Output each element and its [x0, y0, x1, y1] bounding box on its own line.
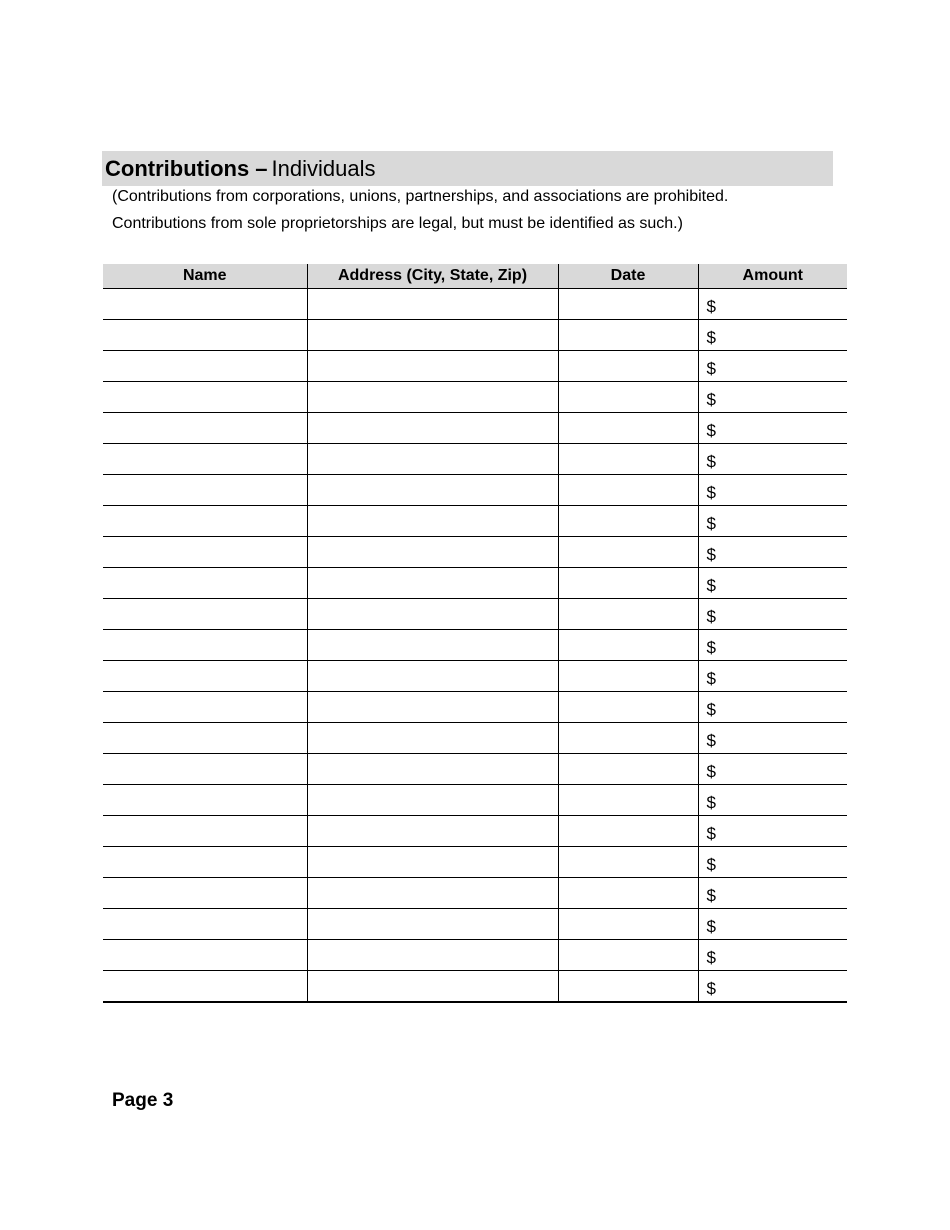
date-cell[interactable] [558, 413, 698, 444]
currency-symbol: $ [706, 390, 716, 409]
amount-value [716, 465, 720, 467]
amount-cell[interactable] [698, 413, 847, 444]
date-cell[interactable] [558, 816, 698, 847]
amount-cell[interactable] [698, 289, 847, 320]
amount-value [716, 620, 720, 622]
amount-cell[interactable] [698, 754, 847, 785]
address-cell[interactable] [307, 537, 558, 568]
date-cell[interactable] [558, 940, 698, 971]
address-cell[interactable] [307, 475, 558, 506]
name-cell[interactable] [103, 878, 307, 909]
name-cell[interactable] [103, 320, 307, 351]
table-row [103, 940, 847, 971]
address-cell[interactable] [307, 661, 558, 692]
name-cell[interactable] [103, 630, 307, 661]
table-row [103, 599, 847, 630]
date-cell[interactable] [558, 537, 698, 568]
date-cell[interactable] [558, 320, 698, 351]
date-cell[interactable] [558, 692, 698, 723]
table-row [103, 661, 847, 692]
table-row [103, 506, 847, 537]
table-row [103, 537, 847, 568]
name-cell[interactable] [103, 785, 307, 816]
name-cell[interactable] [103, 754, 307, 785]
date-cell[interactable] [558, 506, 698, 537]
date-cell[interactable] [558, 475, 698, 506]
date-cell[interactable] [558, 971, 698, 1003]
contributions-table [103, 264, 847, 1003]
table-row [103, 692, 847, 723]
amount-cell[interactable] [698, 878, 847, 909]
currency-symbol: $ [706, 824, 716, 843]
address-cell[interactable] [307, 940, 558, 971]
column-header-date: Date [558, 264, 698, 289]
amount-cell[interactable] [698, 351, 847, 382]
prohibition-note-line-2: Contributions from sole proprietorships are legal, but must be identified as such.) [112, 215, 683, 232]
date-cell[interactable] [558, 382, 698, 413]
table-row [103, 382, 847, 413]
table-row [103, 475, 847, 506]
amount-value [716, 403, 720, 405]
amount-value [716, 682, 720, 684]
amount-cell[interactable] [698, 382, 847, 413]
date-cell[interactable] [558, 847, 698, 878]
currency-symbol: $ [706, 638, 716, 657]
currency-symbol: $ [706, 948, 716, 967]
amount-value [716, 310, 720, 312]
date-cell[interactable] [558, 599, 698, 630]
table-row [103, 816, 847, 847]
amount-cell[interactable] [698, 723, 847, 754]
address-cell[interactable] [307, 754, 558, 785]
column-header-name: Name [103, 264, 307, 289]
table-row [103, 723, 847, 754]
currency-symbol: $ [706, 359, 716, 378]
table-row [103, 754, 847, 785]
amount-cell[interactable] [698, 630, 847, 661]
name-cell[interactable] [103, 413, 307, 444]
address-cell[interactable] [307, 909, 558, 940]
amount-cell[interactable] [698, 940, 847, 971]
section-title-rest: Individuals [271, 155, 376, 181]
amount-value [716, 837, 720, 839]
name-cell[interactable] [103, 568, 307, 599]
name-cell[interactable] [103, 382, 307, 413]
name-cell[interactable] [103, 537, 307, 568]
amount-cell[interactable] [698, 506, 847, 537]
date-cell[interactable] [558, 444, 698, 475]
address-cell[interactable] [307, 785, 558, 816]
amount-cell[interactable] [698, 692, 847, 723]
date-cell[interactable] [558, 289, 698, 320]
currency-symbol: $ [706, 297, 716, 316]
currency-symbol: $ [706, 762, 716, 781]
table-row [103, 568, 847, 599]
address-cell[interactable] [307, 971, 558, 1003]
address-cell[interactable] [307, 568, 558, 599]
amount-value [716, 868, 720, 870]
table-row [103, 413, 847, 444]
amount-cell[interactable] [698, 909, 847, 940]
amount-value [716, 713, 720, 715]
currency-symbol: $ [706, 700, 716, 719]
name-cell[interactable] [103, 909, 307, 940]
name-cell[interactable] [103, 847, 307, 878]
name-cell[interactable] [103, 506, 307, 537]
table-row [103, 909, 847, 940]
currency-symbol: $ [706, 855, 716, 874]
amount-cell[interactable] [698, 661, 847, 692]
column-header-address: Address (City, State, Zip) [307, 264, 558, 289]
section-header [102, 151, 833, 186]
date-cell[interactable] [558, 909, 698, 940]
amount-cell[interactable] [698, 847, 847, 878]
address-cell[interactable] [307, 351, 558, 382]
amount-value [716, 341, 720, 343]
address-cell[interactable] [307, 630, 558, 661]
date-cell[interactable] [558, 754, 698, 785]
amount-cell[interactable] [698, 320, 847, 351]
currency-symbol: $ [706, 421, 716, 440]
currency-symbol: $ [706, 917, 716, 936]
name-cell[interactable] [103, 475, 307, 506]
section-title-bold: Contributions – [105, 155, 268, 181]
amount-cell[interactable] [698, 785, 847, 816]
column-header-amount: Amount [698, 264, 847, 289]
name-cell[interactable] [103, 444, 307, 475]
table-row [103, 351, 847, 382]
date-cell[interactable] [558, 723, 698, 754]
address-cell[interactable] [307, 506, 558, 537]
amount-cell[interactable] [698, 475, 847, 506]
table-row [103, 444, 847, 475]
table-row [103, 785, 847, 816]
amount-value [716, 930, 720, 932]
name-cell[interactable] [103, 816, 307, 847]
currency-symbol: $ [706, 483, 716, 502]
address-cell[interactable] [307, 847, 558, 878]
amount-cell[interactable] [698, 816, 847, 847]
currency-symbol: $ [706, 576, 716, 595]
address-cell[interactable] [307, 816, 558, 847]
amount-cell[interactable] [698, 537, 847, 568]
table-row [103, 878, 847, 909]
name-cell[interactable] [103, 289, 307, 320]
currency-symbol: $ [706, 514, 716, 533]
currency-symbol: $ [706, 793, 716, 812]
name-cell[interactable] [103, 661, 307, 692]
address-cell[interactable] [307, 289, 558, 320]
name-cell[interactable] [103, 971, 307, 1003]
page-number: Page 3 [112, 1090, 174, 1111]
currency-symbol: $ [706, 452, 716, 471]
name-cell[interactable] [103, 940, 307, 971]
table-body [103, 289, 847, 1003]
date-cell[interactable] [558, 568, 698, 599]
date-cell[interactable] [558, 878, 698, 909]
currency-symbol: $ [706, 545, 716, 564]
table-row [103, 971, 847, 1003]
address-cell[interactable] [307, 382, 558, 413]
amount-value [716, 806, 720, 808]
amount-value [716, 775, 720, 777]
table-row [103, 289, 847, 320]
amount-value [716, 434, 720, 436]
address-cell[interactable] [307, 599, 558, 630]
table-row [103, 630, 847, 661]
table-row [103, 320, 847, 351]
currency-symbol: $ [706, 328, 716, 347]
amount-value [716, 527, 720, 529]
amount-value [716, 961, 720, 963]
date-cell[interactable] [558, 785, 698, 816]
name-cell[interactable] [103, 351, 307, 382]
currency-symbol: $ [706, 607, 716, 626]
amount-cell[interactable] [698, 599, 847, 630]
amount-value [716, 744, 720, 746]
address-cell[interactable] [307, 692, 558, 723]
amount-value [716, 496, 720, 498]
date-cell[interactable] [558, 351, 698, 382]
address-cell[interactable] [307, 320, 558, 351]
prohibition-note-line-1: (Contributions from corporations, unions, partnerships, and associations are prohibited. [112, 188, 729, 205]
amount-value [716, 589, 720, 591]
amount-value [716, 558, 720, 560]
date-cell[interactable] [558, 630, 698, 661]
address-cell[interactable] [307, 413, 558, 444]
date-cell[interactable] [558, 661, 698, 692]
table-row [103, 847, 847, 878]
address-cell[interactable] [307, 878, 558, 909]
amount-value [716, 899, 720, 901]
amount-cell[interactable] [698, 444, 847, 475]
currency-symbol: $ [706, 731, 716, 750]
name-cell[interactable] [103, 723, 307, 754]
amount-cell[interactable] [698, 971, 847, 1003]
name-cell[interactable] [103, 599, 307, 630]
amount-value [716, 992, 720, 994]
table-header-row [103, 264, 847, 289]
amount-value [716, 372, 720, 374]
address-cell[interactable] [307, 444, 558, 475]
currency-symbol: $ [706, 669, 716, 688]
amount-value [716, 651, 720, 653]
amount-cell[interactable] [698, 568, 847, 599]
name-cell[interactable] [103, 692, 307, 723]
currency-symbol: $ [706, 979, 716, 998]
address-cell[interactable] [307, 723, 558, 754]
currency-symbol: $ [706, 886, 716, 905]
